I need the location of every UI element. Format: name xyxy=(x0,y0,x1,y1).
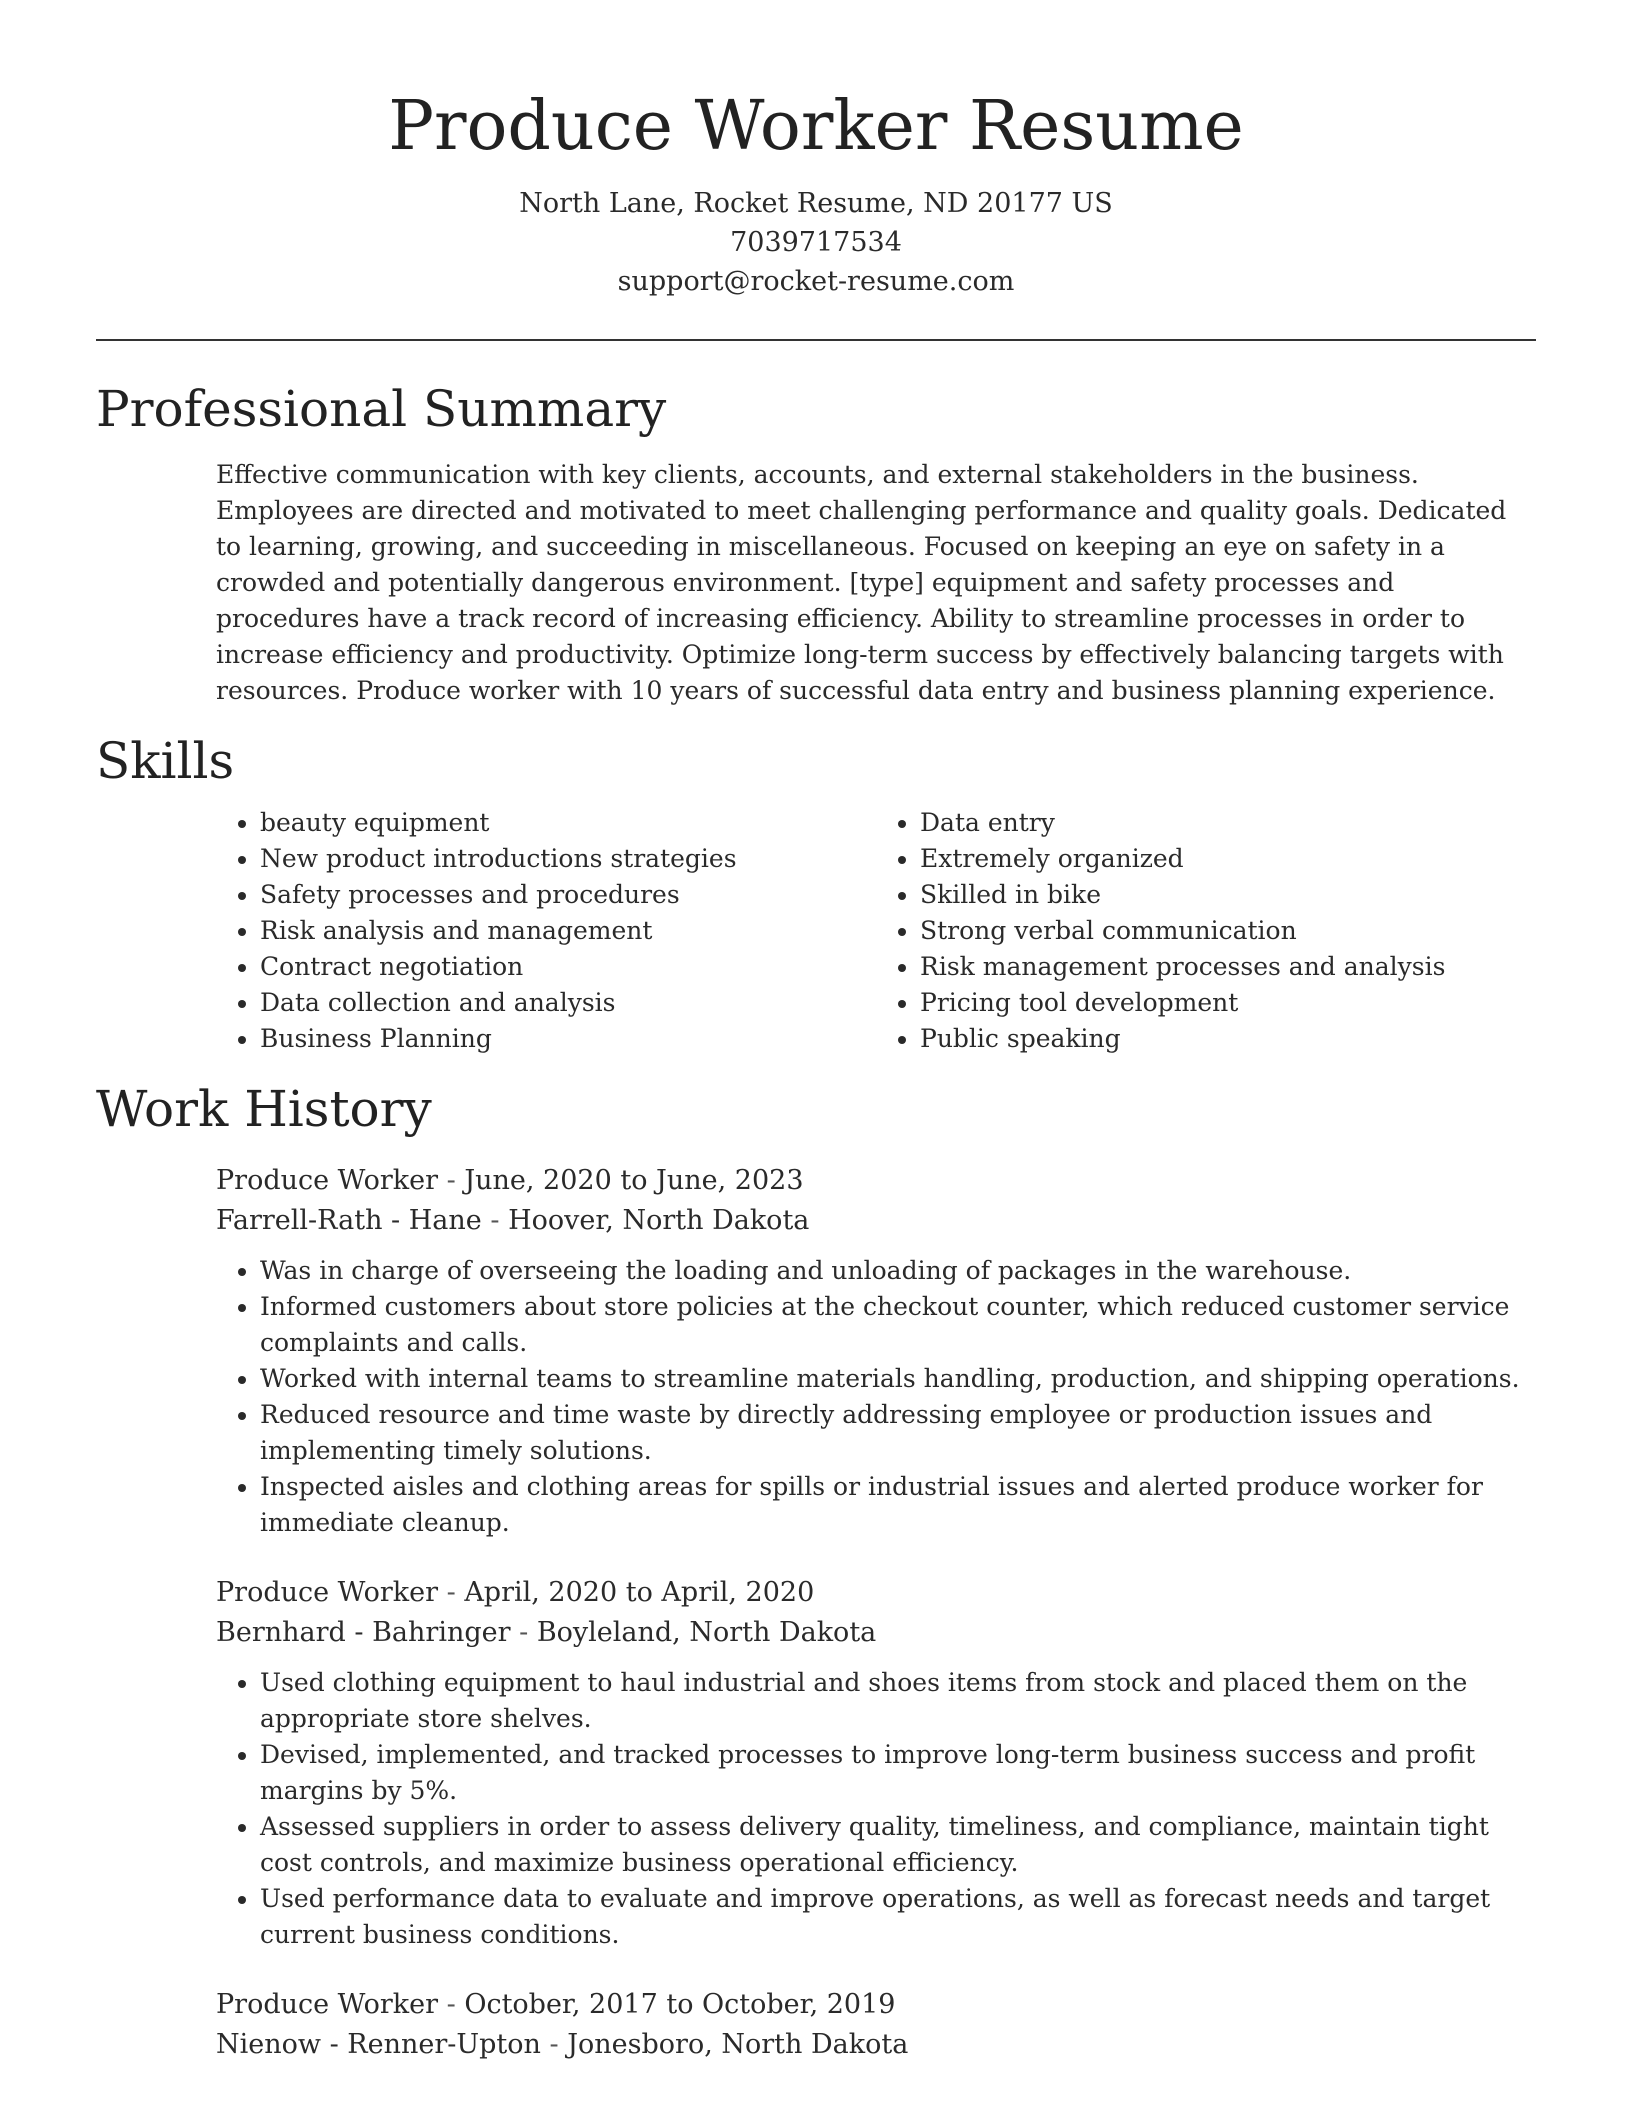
job-dates: April, 2020 to April, 2020 xyxy=(464,1577,815,1608)
job-title: Produce Worker xyxy=(216,1577,439,1608)
summary-text: Effective communication with key clients, accounts, and external stakeholders in the business. Employees are directed and motivated to meet challenging performance and quality goals. Dedicated to learning, growing, and succeeding in miscellaneous. Focused on keeping an eye on safety in a crowded and potentially dangerous environment. [type] equipment and safety processes and procedures have a track record of increasing efficiency. Ability to streamline processes in order to increase efficiency and productivity. Optimize long-term success by effectively balancing targets with resources. Produce worker with 10 years of successful data entry and business planning experience. xyxy=(216,460,1507,705)
job-entry xyxy=(216,1161,1536,1541)
skill-item: • Skilled in bike xyxy=(920,877,1536,913)
skill-item: • Risk management processes and analysis xyxy=(920,949,1536,985)
skills-right-list xyxy=(876,805,1536,1057)
job-bullets xyxy=(216,1253,1536,1541)
job-location: Hoover, North Dakota xyxy=(508,1205,810,1236)
skills-columns xyxy=(216,805,1536,1057)
skill-item: • Contract negotiation xyxy=(260,949,876,985)
job-entry xyxy=(216,1573,1536,1953)
separator: - xyxy=(510,1617,537,1648)
skill-item: • Safety processes and procedures xyxy=(260,877,876,913)
skills-left-list xyxy=(216,805,876,1057)
skill-item: • Business Planning xyxy=(260,1021,876,1057)
contact-block xyxy=(96,184,1536,301)
resume-title: Produce Worker Resume xyxy=(388,87,1244,166)
separator: - xyxy=(438,1989,465,2020)
contact-email: support@rocket-resume.com xyxy=(617,266,1015,297)
job-bullet: • Reduced resource and time waste by directly addressing employee or production issues and implementing timely solutions. xyxy=(260,1397,1536,1469)
job-bullet: • Assessed suppliers in order to assess delivery quality, timeliness, and compliance, maintain tight cost controls, and maximize business operational efficiency. xyxy=(260,1809,1536,1881)
job-bullets xyxy=(216,1665,1536,1953)
separator: - xyxy=(481,1205,509,1236)
job-dates: June, 2020 to June, 2023 xyxy=(464,1165,804,1196)
jobs-list xyxy=(216,1161,1536,2065)
job-title: Produce Worker xyxy=(216,1165,439,1196)
separator: - xyxy=(438,1577,465,1608)
job-company-line xyxy=(216,1201,1536,1241)
job-bullet: • Used clothing equipment to haul industrial and shoes items from stock and placed them on the appropriate store shelves. xyxy=(260,1665,1536,1737)
skill-item: • Risk analysis and management xyxy=(260,913,876,949)
skill-item: • beauty equipment xyxy=(260,805,876,841)
job-bullet: • Informed customers about store policies at the checkout counter, which reduced customer service complaints and calls. xyxy=(260,1289,1536,1361)
job-title-line xyxy=(216,1985,1536,2025)
contact-phone: 7039717534 xyxy=(730,227,902,258)
job-location: Jonesboro, North Dakota xyxy=(567,2029,909,2060)
skill-item: • Public speaking xyxy=(920,1021,1536,1057)
work-heading: Work History xyxy=(96,1080,432,1138)
job-company: Nienow - Renner-Upton xyxy=(216,2029,541,2060)
skill-item: • Data collection and analysis xyxy=(260,985,876,1021)
job-bullet: • Worked with internal teams to streamline materials handling, production, and shipping operations. xyxy=(260,1361,1536,1397)
job-entry xyxy=(216,1985,1536,2065)
skill-item: • Strong verbal communication xyxy=(920,913,1536,949)
summary-section xyxy=(96,379,1536,709)
job-dates: October, 2017 to October, 2019 xyxy=(464,1989,896,2020)
separator: - xyxy=(540,2029,568,2060)
job-title-line xyxy=(216,1161,1536,1201)
job-bullet: • Devised, implemented, and tracked processes to improve long-term business success and profit margins by 5%. xyxy=(260,1737,1536,1809)
job-bullet: • Was in charge of overseeing the loading and unloading of packages in the warehouse. xyxy=(260,1253,1536,1289)
skills-heading: Skills xyxy=(96,732,235,790)
job-company-line xyxy=(216,1613,1536,1653)
job-title-line xyxy=(216,1573,1536,1613)
job-company: Farrell-Rath - Hane xyxy=(216,1205,482,1236)
skills-section xyxy=(96,731,1536,1057)
skill-item: • Extremely organized xyxy=(920,841,1536,877)
separator: - xyxy=(438,1165,465,1196)
skill-item: • New product introductions strategies xyxy=(260,841,876,877)
job-bullet: • Inspected aisles and clothing areas for spills or industrial issues and alerted produce worker for immediate cleanup. xyxy=(260,1469,1536,1541)
work-section xyxy=(96,1079,1536,2065)
job-location: Boyleland, North Dakota xyxy=(536,1617,877,1648)
skill-item: • Pricing tool development xyxy=(920,985,1536,1021)
resume-page xyxy=(96,0,1536,2097)
header-divider xyxy=(96,339,1536,341)
skill-item: • Data entry xyxy=(920,805,1536,841)
job-bullet: • Used performance data to evaluate and improve operations, as well as forecast needs and target current business conditions. xyxy=(260,1881,1536,1953)
contact-address: North Lane, Rocket Resume, ND 20177 US xyxy=(519,188,1113,219)
job-title: Produce Worker xyxy=(216,1989,439,2020)
summary-heading: Professional Summary xyxy=(96,380,667,438)
job-company: Bernhard - Bahringer xyxy=(216,1617,511,1648)
job-company-line xyxy=(216,2025,1536,2065)
